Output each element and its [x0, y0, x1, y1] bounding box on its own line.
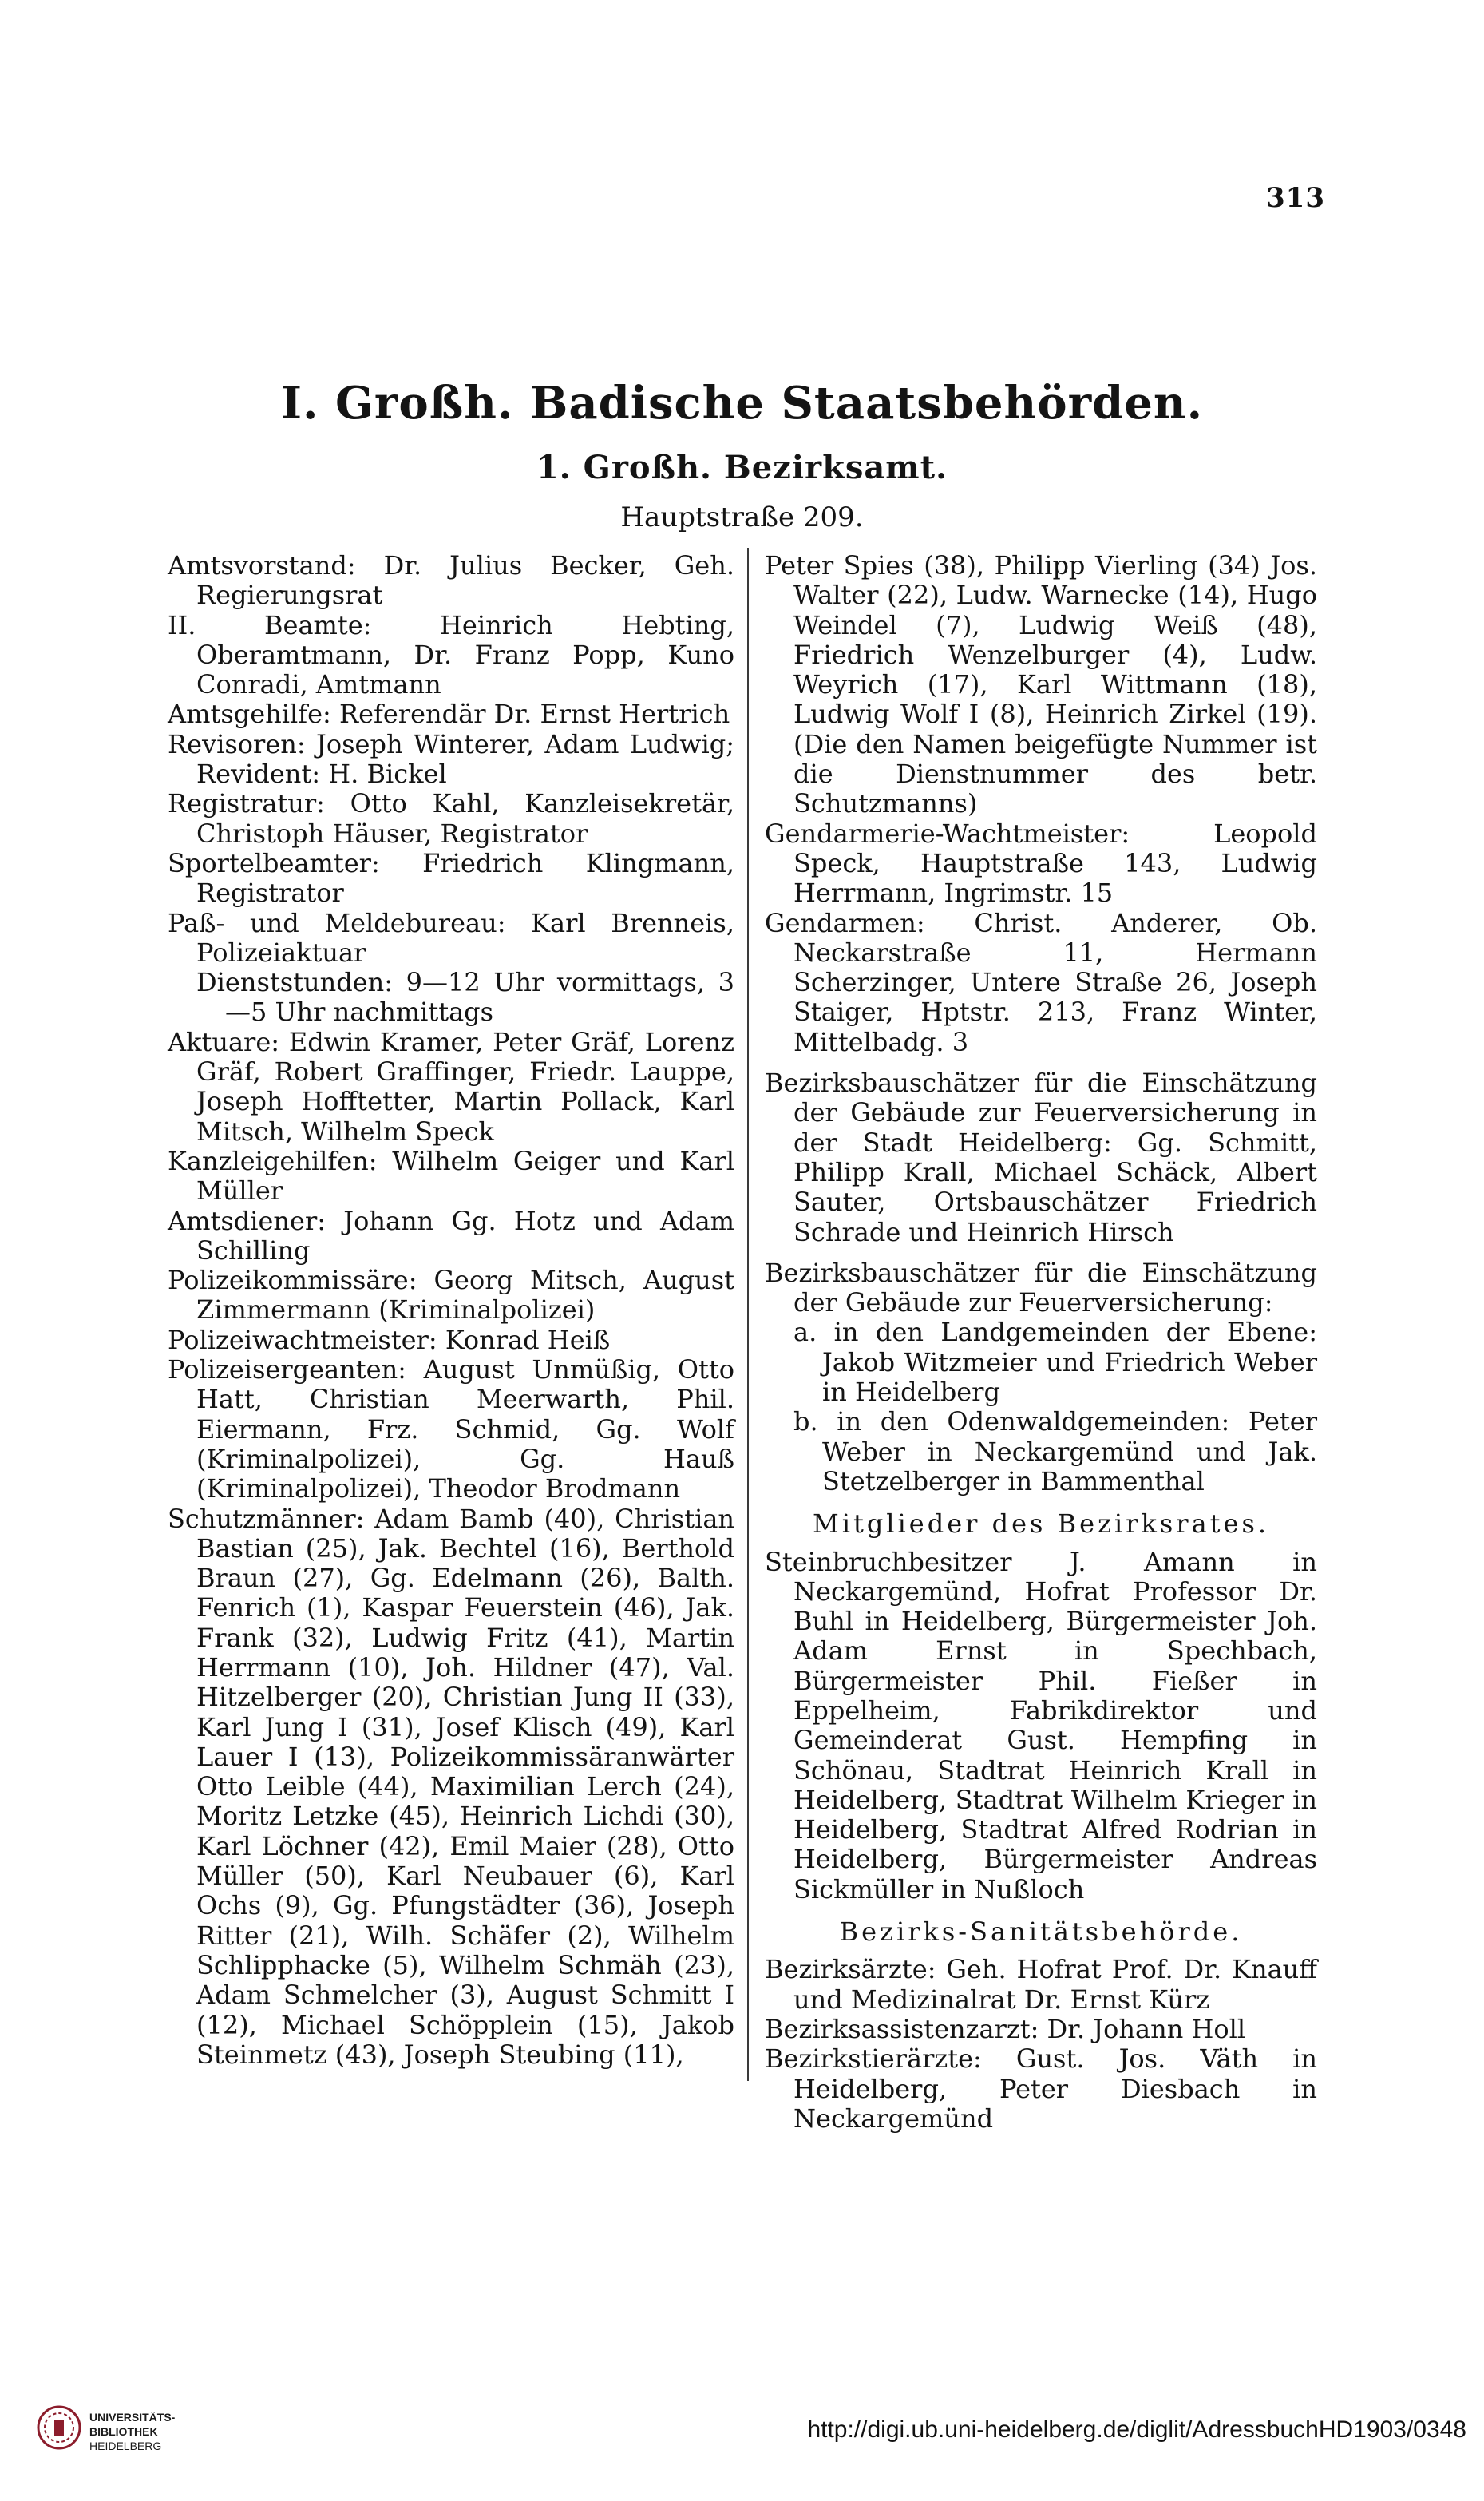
- entry-amtsdiener: Amtsdiener: Johann Gg. Hotz und Adam Schilling: [168, 1205, 734, 1266]
- entry-revisoren: Revisoren: Joseph Winterer, Adam Ludwig; Revident: H. Bickel: [168, 728, 734, 790]
- entry-bezirksrat-members: Steinbruchbesitzer J. Amann in Neckargemünd, Hofrat Professor Dr. Buhl in Heidelberg, Bürgermeister Joh. Adam Ernst in Spechbach, Bürgermeister Phil. Fießer in Eppelheim, Fabrikdirektor und Gemeinderat Gust. Hempfing in Schönau, Stadtrat Heinrich Krall in Heidelberg, Stadtrat Wilhelm Krieger in Heidelberg, Stadtrat Alfred Rodrian in Heidelberg, Bürgermeister Andreas Sickmüller in Nußloch: [765, 1546, 1317, 1904]
- column-divider: [747, 548, 749, 2081]
- entry-bauschaetzer-intro: Bezirksbauschätzer für die Einschätzung der Gebäude zur Feuerversicherung:: [765, 1257, 1317, 1318]
- entry-aktuare: Aktuare: Edwin Kramer, Peter Gräf, Lorenz Gräf, Robert Graffinger, Friedr. Lauppe, Joseph Hofftetter, Martin Pollack, Karl Mitsch, Wilhelm Speck: [168, 1026, 734, 1147]
- entry-meldebureau: Paß- und Meldebureau: Karl Brenneis, Polizeiaktuar: [168, 907, 734, 968]
- entry-gendarmerie-wachtmeister: Gendarmerie-Wachtmeister: Leopold Speck, Hauptstraße 143, Ludwig Herrmann, Ingrimstr. 15: [765, 818, 1317, 909]
- right-column: [765, 551, 1317, 2134]
- entry-gendarmen: Gendarmen: Christ. Anderer, Ob. Neckarstraße 11, Hermann Scherzinger, Untere Straße 26, Joseph Staiger, Hptstr. 213, Franz Winter, Mittelbadg. 3: [765, 907, 1317, 1057]
- bezirksrat-heading: Mitglieder des Bezirksrates.: [812, 1508, 1270, 1540]
- entry-bezirksassistenzarzt: Bezirksassistenzarzt: Dr. Johann Holl: [765, 2013, 1246, 2044]
- left-column: [168, 551, 734, 2070]
- entry-sportelbeamter: Sportelbeamter: Friedrich Klingmann, Registrator: [168, 847, 734, 909]
- entry-beamte: II. Beamte: Heinrich Hebting, Oberamtmann, Dr. Franz Popp, Kuno Conradi, Amtmann: [168, 609, 734, 700]
- entry-dienststunden: Dienststunden: 9—12 Uhr vormittags, 3—5 Uhr nachmittags: [196, 967, 734, 1028]
- library-logo-text: [89, 2410, 175, 2453]
- entry-bauschaetzer-ebene: a. in den Landgemeinden der Ebene: Jakob Witzmeier und Friedrich Weber in Heidelberg: [793, 1317, 1317, 1408]
- library-logo: [37, 2399, 196, 2471]
- entry-schutzmaenner-continued: Peter Spies (38), Philipp Vierling (34) Jos. Walter (22), Ludw. Warnecke (14), Hugo Weindel (7), Ludwig Weiß (48), Friedrich Wenzelburger (4), Ludw. Weyrich (17), Karl Wittmann (18), Ludwig Wolf I (8), Heinrich Zirkel (19). (Die den Namen beigefügte Nummer ist die Dienstnummer des betr. Schutzmanns): [765, 550, 1317, 819]
- entry-polizeisergeanten: Polizeisergeanten: August Unmüßig, Otto Hatt, Christian Meerwarth, Phil. Eiermann, Frz. Schmid, Gg. Wolf (Kriminalpolizei), Gg. Hauß (Kriminalpolizei), Theodor Brodmann: [168, 1354, 734, 1504]
- main-title: I. Großh. Badische Staatsbehörden.: [280, 377, 1204, 430]
- logo-line-3: HEIDELBERG: [89, 2440, 162, 2452]
- library-seal-icon: [37, 2405, 81, 2450]
- entry-bauschaetzer-odenwald: b. in den Odenwaldgemeinden: Peter Weber in Neckargemünd und Jak. Stetzelberger in Bammenthal: [793, 1406, 1317, 1496]
- entry-schutzmaenner: Schutzmänner: Adam Bamb (40), Christian Bastian (25), Jak. Bechtel (16), Berthold Braun (27), Gg. Edelmann (26), Balth. Fenrich (1), Kaspar Feuerstein (46), Jak. Frank (32), Ludwig Fritz (41), Martin Herrmann (10), Joh. Hildner (47), Val. Hitzelberger (20), Christian Jung II (33), Karl Jung I (31), Josef Klisch (49), Karl Lauer I (13), Polizeikommissäranwärter Otto Leible (44), Maximilian Lerch (24), Moritz Letzke (45), Heinrich Lichdi (30), Karl Löchner (42), Emil Maier (28), Otto Müller (50), Karl Neubauer (6), Karl Ochs (9), Gg. Pfungstädter (36), Joseph Ritter (21), Wilh. Schäfer (2), Wilhelm Schlipphacke (5), Wilhelm Schmäh (23), Adam Schmelcher (3), August Schmitt I (12), Michael Schöpplein (15), Jakob Steinmetz (43), Joseph Steubing (11),: [168, 1503, 734, 2070]
- entry-amtsvorstand: Amtsvorstand: Dr. Julius Becker, Geh. Regierungsrat: [168, 550, 734, 611]
- logo-line-1: UNIVERSITÄTS-: [89, 2411, 176, 2424]
- entry-polizeiwachtmeister: Polizeiwachtmeister: Konrad Heiß: [168, 1324, 611, 1355]
- entry-registratur: Registratur: Otto Kahl, Kanzleisekretär, Christoph Häuser, Registrator: [168, 788, 734, 849]
- entry-amtsgehilfe: Amtsgehilfe: Referendär Dr. Ernst Hertrich: [168, 699, 730, 730]
- source-url[interactable]: http://digi.ub.uni-heidelberg.de/diglit/AdressbuchHD1903/0348: [807, 2416, 1466, 2443]
- office-address: Hauptstraße 209.: [620, 501, 864, 533]
- logo-line-2: BIBLIOTHEK: [89, 2425, 158, 2438]
- entry-bezirksaerzte: Bezirksärzte: Geh. Hofrat Prof. Dr. Knauff und Medizinalrat Dr. Ernst Kürz: [765, 1954, 1317, 2015]
- entry-bezirkstieraerzte: Bezirkstierärzte: Gust. Jos. Väth in Heidelberg, Peter Diesbach in Neckargemünd: [765, 2043, 1317, 2134]
- section-title: 1. Großh. Bezirksamt.: [536, 449, 948, 486]
- page-number: 313: [1266, 182, 1325, 214]
- entry-bauschaetzer-stadt: Bezirksbauschätzer für die Einschätzung der Gebäude zur Feuerversicherung in der Stadt Heidelberg: Gg. Schmitt, Philipp Krall, Michael Schäck, Albert Sauter, Ortsbauschätzer Friedrich Schrade und Heinrich Hirsch: [765, 1068, 1317, 1247]
- sanitaet-heading: Bezirks-Sanitätsbehörde.: [839, 1916, 1243, 1948]
- entry-kanzleigehilfen: Kanzleigehilfen: Wilhelm Geiger und Karl Müller: [168, 1145, 734, 1207]
- entry-polizeikommissaere: Polizeikommissäre: Georg Mitsch, August Zimmermann (Kriminalpolizei): [168, 1265, 734, 1326]
